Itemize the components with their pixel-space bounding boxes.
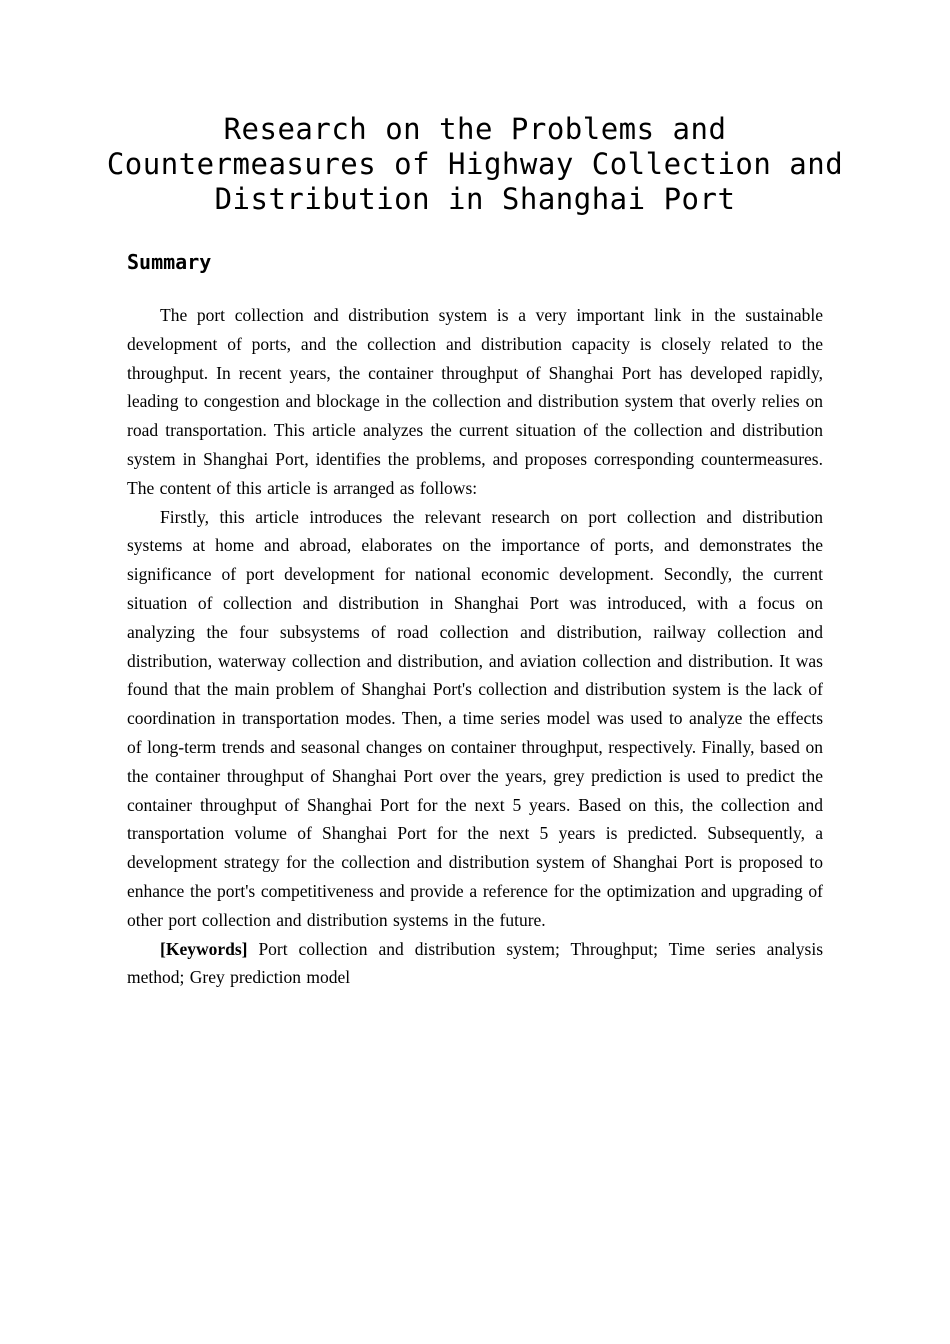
summary-paragraph-2: Firstly, this article introduces the relevant research on port collection and distribution systems at home and abroad, elaborates on the importance of ports, and demonstrates the significance of port development for national economic development. Secondly, the current situation of collection and distribution in Shanghai Port was introduced, with a focus on analyzing the four subsystems of road collection and distribution, railway collection and distribution, waterway collection and distribution, and aviation collection and distribution. It was found that the main problem of Shanghai Port's collection and distribution system is the lack of coordination in transportation modes. Then, a time series model was used to analyze the effects of long-term trends and seasonal changes on container throughput, respectively. Finally, based on the container throughput of Shanghai Port over the years, grey prediction is used to predict the container throughput of Shanghai Port for the next 5 years. Based on this, the collection and transportation volume of Shanghai Port for the next 5 years is predicted. Subsequently, a development strategy for the collection and distribution system of Shanghai Port is proposed to enhance the port's competitiveness and provide a reference for the optimization and upgrading of other port collection and distribution systems in the future.	[127, 506, 823, 930]
section-heading-summary: Summary	[127, 250, 212, 274]
document-page	[106, 112, 844, 992]
summary-paragraph-1: The port collection and distribution system is a very important link in the sustainable development of ports, and the collection and distribution capacity is closely related to the throughput. In recent years, the container throughput of Shanghai Port has developed rapidly, leading to congestion and blockage in the collection and distribution system that overly relies on road transportation. This article analyzes the current situation of the collection and distribution system in Shanghai Port, identifies the problems, and proposes corresponding countermeasures. The content of this article is arranged as follows:	[127, 305, 823, 498]
document-title: Research on the Problems and Countermeasures of Highway Collection and Distribution in Shanghai Port	[106, 112, 844, 216]
keywords-text: Port collection and distribution system; Throughput; Time series analysis method; Grey prediction model	[127, 938, 824, 988]
keywords-paragraph	[127, 935, 823, 993]
keywords-label: [Keywords]	[160, 938, 248, 959]
